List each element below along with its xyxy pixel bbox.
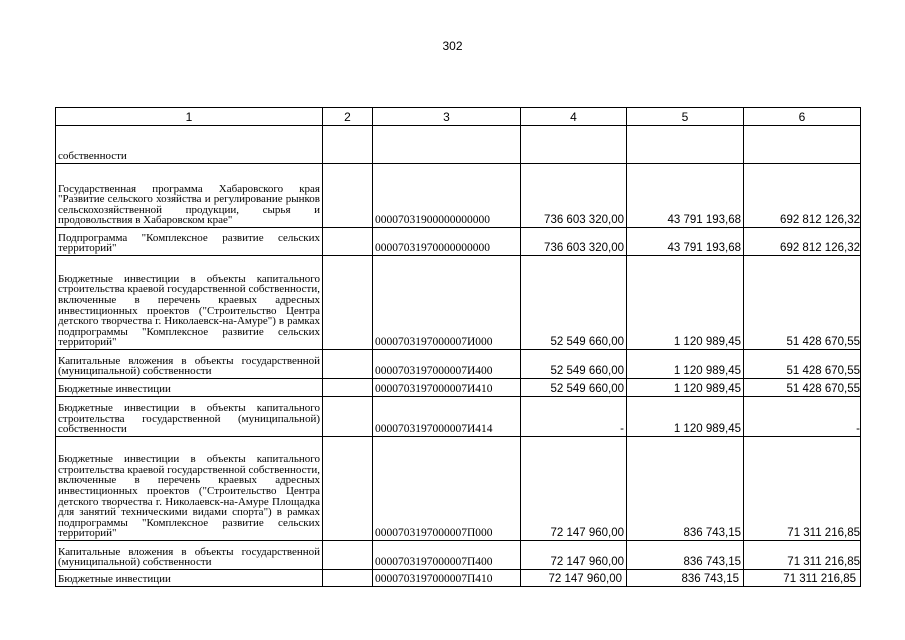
- row-value-6: 692 812 126,32: [744, 164, 861, 228]
- row-col2: [323, 437, 373, 541]
- row-value-4: 736 603 320,00: [521, 164, 627, 228]
- row-name: Капитальные вложения в объекты государственной (муниципальной) собственности: [56, 541, 323, 570]
- table-row: [56, 379, 861, 397]
- row-value-6: 51 428 670,55: [744, 379, 861, 397]
- row-col2: [323, 379, 373, 397]
- row-value-4: 72 147 960,00: [521, 541, 627, 570]
- table-row: [56, 570, 861, 587]
- table-row: [56, 350, 861, 379]
- table-row: [56, 228, 861, 256]
- row-value-6: 51 428 670,55: [744, 350, 861, 379]
- row-value-5: 836 743,15: [627, 570, 744, 587]
- row-col2: [323, 570, 373, 587]
- row-name: Бюджетные инвестиции в объекты капитального строительства краевой государственной собственности, включенные в перечень краевых адресных инвестиционных проектов ("Строительство Центра детского творчества г. Николаевск-на-Амуре") в рамках подпрограммы "Комплексное развитие сельских территорий": [56, 256, 323, 350]
- row-code: 0000703197000007И000: [373, 256, 521, 350]
- table-row: [56, 437, 861, 541]
- row-col2: [323, 164, 373, 228]
- row-value-5: 1 120 989,45: [627, 379, 744, 397]
- row-value-5: 1 120 989,45: [627, 350, 744, 379]
- row-name: собственности: [56, 126, 323, 164]
- row-value-5: 43 791 193,68: [627, 228, 744, 256]
- row-col2: [323, 126, 373, 164]
- row-value-6: 692 812 126,32: [744, 228, 861, 256]
- row-name: Бюджетные инвестиции в объекты капитального строительства государственной (муниципальной) собственности: [56, 397, 323, 437]
- row-col2: [323, 541, 373, 570]
- column-header: 4: [521, 108, 627, 126]
- row-code: 0000703197000007И410: [373, 379, 521, 397]
- row-code: 00007031970000000000: [373, 228, 521, 256]
- row-value-6: 71 311 216,85: [744, 541, 861, 570]
- column-header: 1: [56, 108, 323, 126]
- row-code: 0000703197000007П000: [373, 437, 521, 541]
- row-name: Бюджетные инвестиции: [56, 570, 323, 587]
- row-name: Государственная программа Хабаровского края "Развитие сельского хозяйства и регулирование рынков сельскохозяйственной продукции, сырья и продовольствия в Хабаровском крае": [56, 164, 323, 228]
- column-header: 6: [744, 108, 861, 126]
- row-value-6: [744, 126, 861, 164]
- row-col2: [323, 228, 373, 256]
- row-code: 0000703197000007И414: [373, 397, 521, 437]
- row-value-5: 1 120 989,45: [627, 256, 744, 350]
- column-header: 2: [323, 108, 373, 126]
- table-row: [56, 397, 861, 437]
- row-value-6: 71 311 216,85: [744, 570, 861, 587]
- row-value-5: [627, 126, 744, 164]
- table-row: [56, 541, 861, 570]
- column-header: 5: [627, 108, 744, 126]
- row-value-4: 736 603 320,00: [521, 228, 627, 256]
- row-name: Бюджетные инвестиции в объекты капитального строительства краевой государственной собственности, включенные в перечень краевых адресных инвестиционных проектов ("Строительство Центра детского творчества г. Николаевск-на-Амуре Площадка для занятий техническими видами спорта") в рамках подпрограммы "Комплексное развитие сельских территорий": [56, 437, 323, 541]
- row-col2: [323, 397, 373, 437]
- row-col2: [323, 350, 373, 379]
- header-row: [56, 108, 861, 126]
- row-code: [373, 126, 521, 164]
- row-col2: [323, 256, 373, 350]
- table-row: [56, 164, 861, 228]
- row-value-4: 52 549 660,00: [521, 256, 627, 350]
- row-value-4: 72 147 960,00: [521, 437, 627, 541]
- row-code: 0000703197000007П410: [373, 570, 521, 587]
- row-value-4: 52 549 660,00: [521, 350, 627, 379]
- table-row: [56, 256, 861, 350]
- row-value-6: -: [744, 397, 861, 437]
- table-row: [56, 126, 861, 164]
- row-name: Подпрограмма "Комплексное развитие сельских территорий": [56, 228, 323, 256]
- row-value-4: 72 147 960,00: [521, 570, 627, 587]
- row-value-6: 71 311 216,85: [744, 437, 861, 541]
- row-value-4: 52 549 660,00: [521, 379, 627, 397]
- row-value-5: 1 120 989,45: [627, 397, 744, 437]
- page-number: 302: [442, 39, 463, 53]
- row-value-4: [521, 126, 627, 164]
- row-code: 00007031900000000000: [373, 164, 521, 228]
- budget-table: [55, 107, 861, 587]
- row-value-5: 836 743,15: [627, 541, 744, 570]
- row-name: Бюджетные инвестиции: [56, 379, 323, 397]
- row-value-4: -: [521, 397, 627, 437]
- row-code: 0000703197000007И400: [373, 350, 521, 379]
- row-code: 0000703197000007П400: [373, 541, 521, 570]
- row-value-5: 836 743,15: [627, 437, 744, 541]
- row-name: Капитальные вложения в объекты государственной (муниципальной) собственности: [56, 350, 323, 379]
- column-header: 3: [373, 108, 521, 126]
- row-value-5: 43 791 193,68: [627, 164, 744, 228]
- row-value-6: 51 428 670,55: [744, 256, 861, 350]
